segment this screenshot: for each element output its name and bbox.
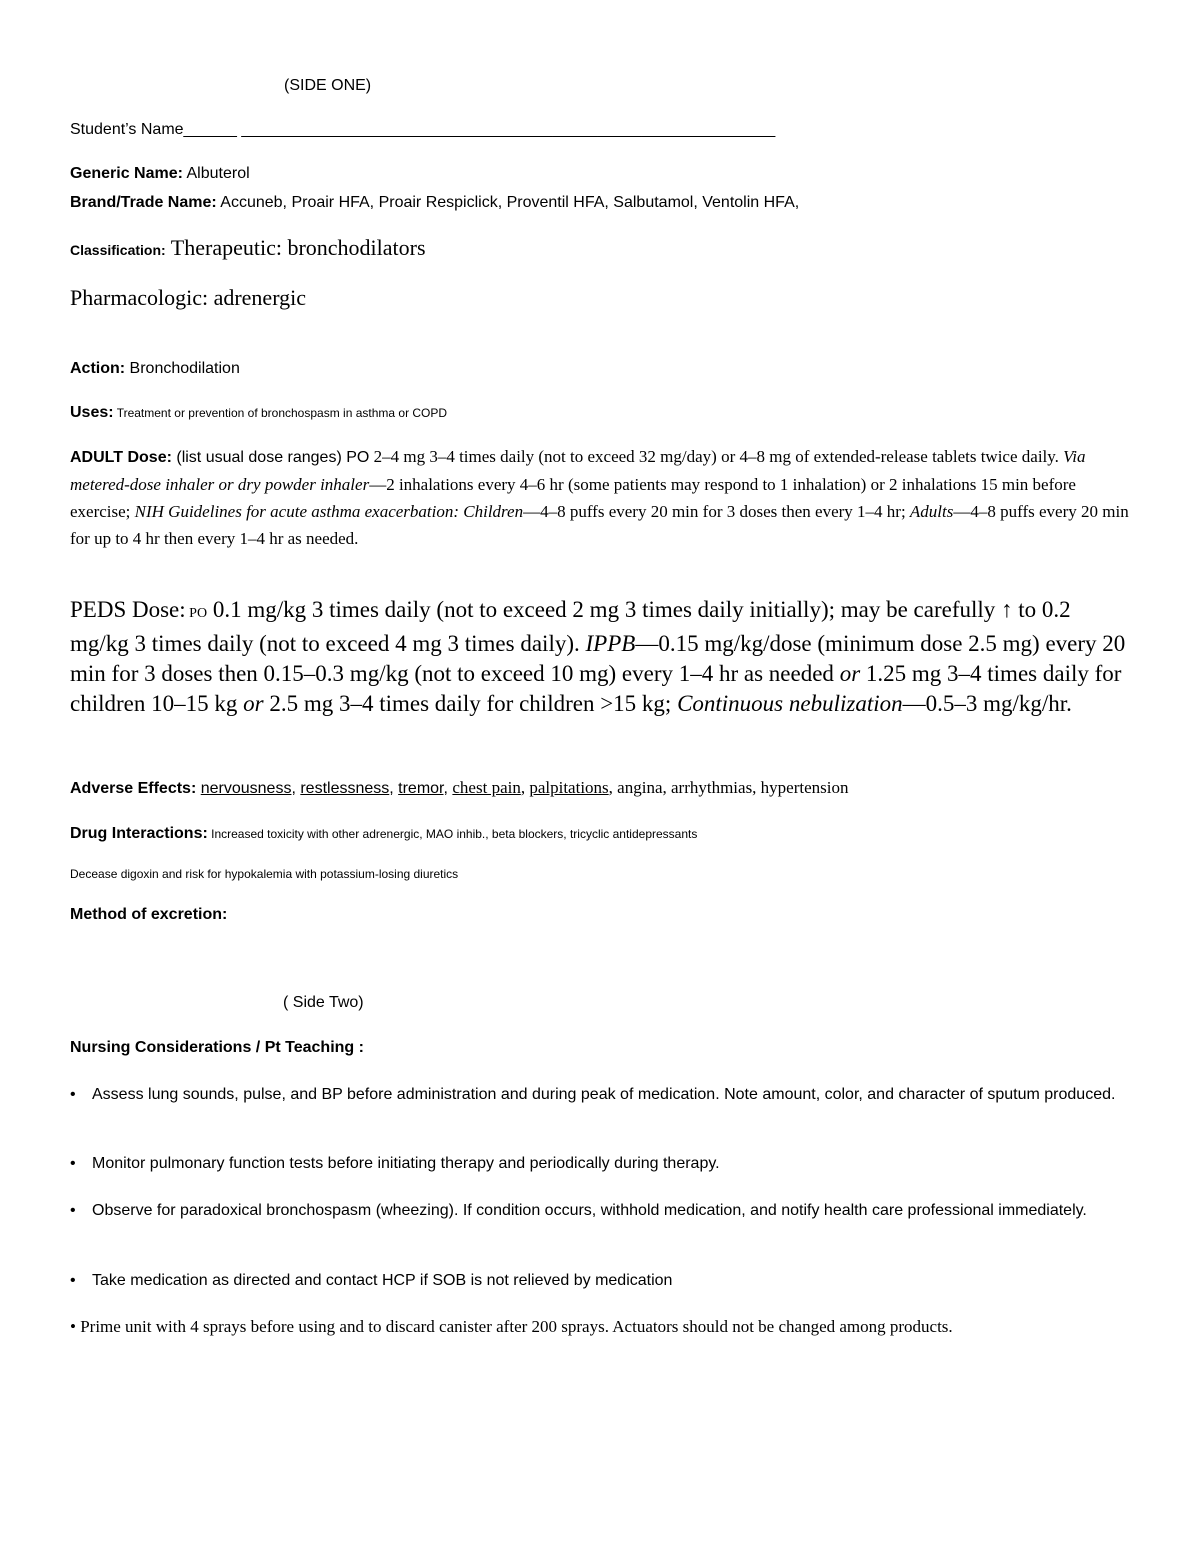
adverse-effect-item: nervousness [200,780,292,797]
adult-dose-text-2: —2 inhalations every 4–6 hr (some patients may respond to 1 inhalation) or 2 inhalations 15 min before exercise; [70,475,1076,521]
bullet-icon: • [70,1086,76,1103]
nursing-item-text: Observe for paradoxical bronchospasm (wheezing). If condition occurs, withhold medication, and notify health care professional immediately. [92,1202,1087,1219]
generic-name-value: Albuterol [182,165,250,182]
action-value: Bronchodilation [125,360,240,377]
adult-dose-italic-3: Adults [909,502,954,521]
peds-dose-po: PO [185,606,208,621]
student-name-label: Student’s Name [70,121,184,138]
pharmacologic-class: Pharmacologic: adrenergic [70,285,306,310]
adult-dose-paragraph [70,443,1130,552]
student-name-blank: ______ ____________________________________________________________ [183,121,776,138]
nursing-item-text: Assess lung sounds, pulse, and BP before administration and during peak of medication. Note amount, color, and character of sputum produced. [92,1086,1116,1103]
nursing-considerations-title: Nursing Considerations / Pt Teaching : [70,1039,364,1056]
peds-dose-italic-2: or [839,661,861,686]
adult-dose-text-1: 2–4 mg 3–4 times daily (not to exceed 32 mg/day) or 4–8 mg of extended-release tablets twice daily. [369,447,1064,466]
peds-dose-italic-4: Continuous nebulization [677,691,903,716]
adverse-effects-label: Adverse Effects: [70,780,197,797]
peds-dose-text-2: —0.15 mg/kg/dose (minimum dose 2.5 mg) every 20 min for 3 doses then 0.15–0.3 mg/kg (not to exceed 10 mg) every 1–4 hr as needed [70,631,1126,686]
adult-dose-text-3: —4–8 puffs every 20 min for 3 doses then every 1–4 hr; [523,502,910,521]
brand-name-value: Accuneb, Proair HFA, Proair Respiclick, Proventil HFA, Salbutamol, Ventolin HFA, [216,194,800,211]
uses-label: Uses: [70,404,114,421]
action-label: Action: [70,360,126,377]
peds-dose-italic-1: IPPB [585,631,636,656]
generic-name-row [70,163,1130,185]
nursing-item [70,1197,1130,1225]
nursing-item-text: Monitor pulmonary function tests before initiating therapy and periodically during therapy. [92,1155,720,1172]
uses-row [70,402,1130,424]
drug-interactions-row [70,823,1130,845]
drug-interactions-label: Drug Interactions: [70,825,208,842]
adult-dose-italic-1: Via metered-dose inhaler or dry powder inhaler [70,447,1086,494]
peds-dose-paragraph [70,595,1130,719]
adverse-effect-item: palpitations [529,778,609,797]
nursing-item [70,1313,1130,1341]
generic-name-label: Generic Name: [70,165,183,182]
bullet-icon: • [70,1317,76,1336]
uses-value: Treatment or prevention of bronchospasm in asthma or COPD [113,406,448,420]
student-name-row [70,119,1130,141]
nursing-item-text: Take medication as directed and contact HCP if SOB is not relieved by medication [92,1272,673,1289]
bullet-icon: • [70,1202,76,1219]
adverse-effect-item: chest pain [452,778,521,797]
side-two-heading: ( Side Two) [283,994,364,1011]
brand-name-row [70,192,1130,214]
drug-interactions-line-2: Decease digoxin and risk for hypokalemia with potassium-losing diuretics [70,867,459,881]
drug-interactions-line-1: Increased toxicity with other adrenergic, MAO inhib., beta blockers, tricyclic antidepressants [207,827,698,841]
adverse-effect-item: restlessness [300,780,390,797]
peds-dose-label: PEDS Dose: [70,597,186,622]
peds-dose-text-3: 1.25 mg 3–4 times daily for children 10–15 kg [70,661,1122,716]
nursing-item [70,1081,1130,1109]
adult-dose-text-4: —4–8 puffs every 20 min for up to 4 hr then every 1–4 hr as needed. [70,502,1129,548]
adverse-effects-rest: , angina, arrhythmias, hypertension [608,778,849,797]
action-row [70,358,1130,380]
therapeutic-class: Therapeutic: bronchodilators [165,235,426,260]
brand-name-label: Brand/Trade Name: [70,194,217,211]
side-one-heading: (SIDE ONE) [284,77,372,94]
nursing-item [70,1153,1130,1175]
classification-row [70,233,1130,263]
nursing-item-text: Prime unit with 4 sprays before using and to discard canister after 200 sprays. Actuators should not be changed among products. [80,1317,953,1336]
classification-label: Classification: [70,242,166,258]
adverse-effect-item: tremor [398,780,444,797]
adult-dose-italic-2: NIH Guidelines for acute asthma exacerbation: Children [134,502,524,521]
adverse-effects-row: Adverse Effects: nervousness, restlessness, tremor, chest pain, palpitations, angina, arrhythmias, hypertension [70,778,849,797]
peds-dose-text-4: 2.5 mg 3–4 times daily for children >15 kg; [263,691,678,716]
bullet-icon: • [70,1155,76,1172]
peds-dose-text-5: —0.5–3 mg/kg/hr. [902,691,1072,716]
peds-dose-italic-3: or [243,691,264,716]
adult-dose-note: (list usual dose ranges) PO [171,449,370,466]
nursing-item [70,1270,1130,1292]
bullet-icon: • [70,1272,76,1289]
method-of-excretion-label: Method of excretion: [70,906,228,923]
adult-dose-label: ADULT Dose: [70,449,172,466]
peds-dose-text-1: 0.1 mg/kg 3 times daily (not to exceed 2 mg 3 times daily initially); may be carefully ↑ to 0.2 mg/kg 3 times daily (not to exceed 4 mg 3 times daily). [70,597,1071,656]
